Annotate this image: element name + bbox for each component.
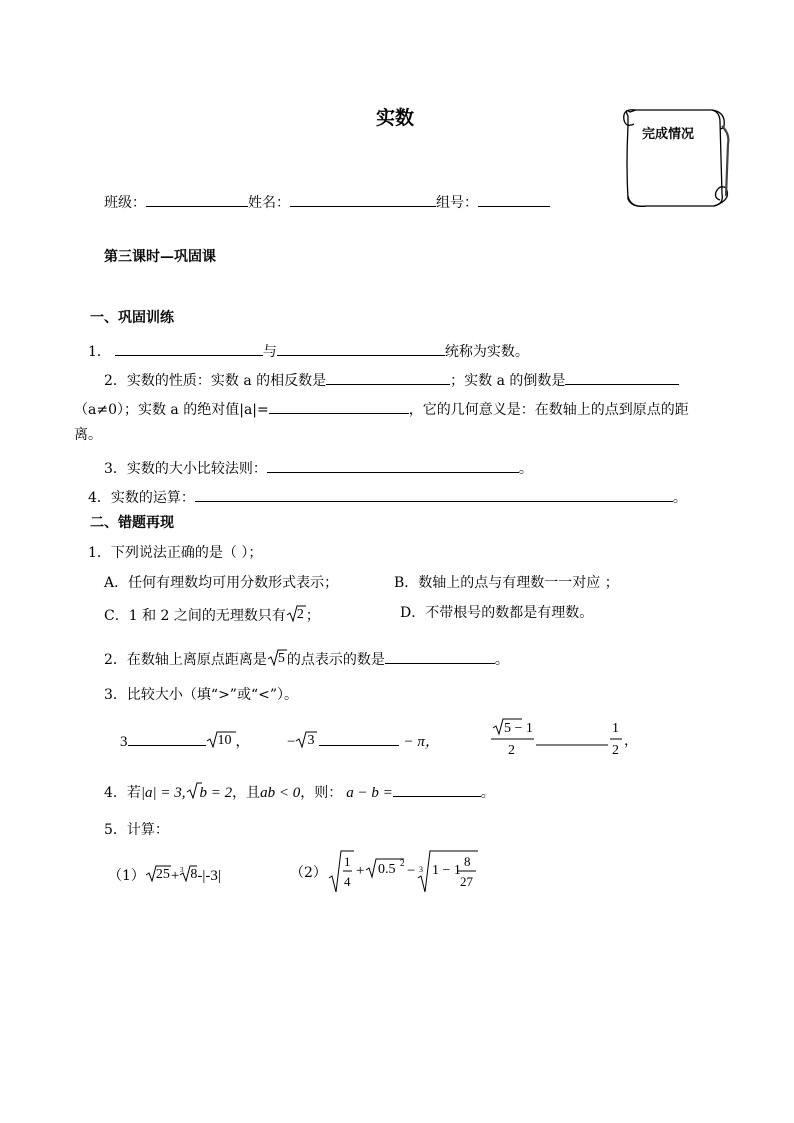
s2-q4-pre: 4．若 [104,785,141,801]
s1-q3-end: 。 [518,461,533,477]
s1-q4-blank[interactable] [195,487,673,502]
sqrt10-radical: 10 [206,732,236,748]
c3-numerator: 5 − 1 [504,721,533,736]
sqrt3-radical: 3 [295,732,317,748]
name-blank[interactable] [290,192,436,207]
class-blank[interactable] [146,192,248,207]
section-2-heading: 二、错题再现 [90,515,174,531]
s2-opt-a: A．任何有理数均可用分数形式表示； [104,575,339,591]
p2-cbrt-num: 8 [464,854,471,869]
compare-1-end: ， [235,734,250,750]
s1-q3-label: 3．实数的大小比较法则： [104,461,267,477]
p2-minus: − [407,863,416,879]
sqrt2-radical: 2 [286,606,306,622]
s2-q4-blank[interactable] [393,782,481,797]
problem-2-label: （2） [290,865,327,881]
s1-q2-blank2[interactable] [565,370,679,385]
s2-q4-mid: ，且 [232,785,261,801]
s1-q1-blank1[interactable] [115,341,263,356]
p2-frac-den: 4 [344,874,351,889]
s1-q2-line2 [74,399,689,417]
s1-q2-line1 [104,370,679,388]
group-blank[interactable] [478,192,550,207]
c3-right-denominator: 2 [612,743,619,758]
header-row [104,192,550,210]
s2-opt-c [104,606,320,623]
s2-q1: 1．下列说法正确的是（ ）； [88,545,263,561]
p2-plus: + [356,863,365,879]
s2-opt-b: B．数轴上的点与有理数一一对应 ； [394,575,619,591]
p2-exponent: 2 [400,858,405,868]
s1-q2-blank1[interactable] [326,370,450,385]
compare-2-blank[interactable] [319,731,399,746]
s1-q1-blank2[interactable] [277,341,445,356]
s1-q1-num: 1． [88,344,111,360]
s2-q4-cond1: |a| = 3, [140,785,186,801]
s1-q4 [88,487,687,505]
sqrtb-radical [186,783,200,799]
s2-q4 [104,782,495,801]
p2-sqrt-value: 0.5 [378,862,396,877]
s1-q2-b: ；实数 a 的倒数是 [450,373,566,389]
problem-1-label: （1） [108,868,145,884]
group-label: 组号： [436,195,478,211]
problem-1 [108,866,221,884]
s2-q2-end: 。 [494,652,509,668]
sqrt25-radical: 25 [145,866,171,882]
compare-2-minus: − [287,734,296,750]
s1-q4-end: 。 [672,490,687,506]
s1-q2-c: （a≠0）；实数 a 的绝对值|a|= [74,402,269,418]
s1-q1-end: 统称为实数。 [444,344,529,360]
s1-q3 [104,458,533,476]
s2-q2-post: 的点表示的数是 [286,652,385,668]
s2-q5: 5．计算： [104,822,169,838]
sqrt5-radical: 5 [267,650,287,666]
s2-q4-cond3: ab < 0 [260,785,301,801]
s2-q2-pre: 2．在数轴上离原点距离是 [104,652,267,668]
compare-1-left: 3 [120,734,128,750]
s2-q4-cond2: b = 2 [199,785,233,801]
s2-q2-blank[interactable] [385,649,495,664]
s2-opt-c-end: ； [305,608,320,624]
cbrt8-radical: 3 8 [180,866,198,882]
lesson-title: 第三课时—巩固课 [104,249,216,265]
s2-q4-expr: a − b = [346,785,393,801]
compare-3 [490,716,640,760]
p2-frac-num: 1 [344,854,351,869]
compare-2 [287,731,440,750]
s1-q1-mid: 与 [262,344,277,360]
s2-opt-d: D．不带根号的数都是有理数。 [400,605,594,621]
s1-q2-a: 2．实数的性质：实数 a 的相反数是 [104,373,327,389]
c3-denominator: 2 [508,743,515,758]
compare-1 [120,731,250,750]
s1-q1 [88,341,529,359]
s1-q3-blank[interactable] [267,458,519,473]
c3-end: ， [624,733,638,749]
class-label: 班级： [104,195,146,211]
s2-opt-c-text: C．1 和 2 之间的无理数只有 [104,608,286,624]
s1-q2-line3: 离。 [74,427,102,443]
s2-q4-end: 。 [480,785,495,801]
problem-1-plus: + [170,868,180,884]
c3-right-numerator: 1 [612,721,619,736]
svg-text:3: 3 [180,866,184,874]
s2-q4-then: ，则： [300,785,343,801]
p2-cbrt-expr: 1 − 1 [432,863,461,878]
problem-2 [328,848,488,894]
scroll-badge [616,104,734,214]
s1-q4-label: 4．实数的运算： [88,490,195,506]
compare-2-right: − π， [403,734,440,750]
section-1-heading: 一、巩固训练 [90,310,174,326]
s1-q2-d: ，它的几何意义是：在数轴上的点到原点的距 [408,402,689,418]
s1-q2-blank3[interactable] [269,399,409,414]
p2-cbrt-den: 27 [460,874,473,889]
p2-cbrt-index: 3 [419,865,423,874]
s2-q3: 3．比较大小（填“>”或“<”）。 [104,687,298,703]
name-label: 姓名： [248,195,290,211]
compare-1-blank[interactable] [128,731,206,746]
badge-text: 完成情况 [642,127,695,142]
page-title: 实数 [376,107,415,129]
s2-q2 [104,649,509,667]
problem-1-rest: -|-3| [197,868,221,884]
